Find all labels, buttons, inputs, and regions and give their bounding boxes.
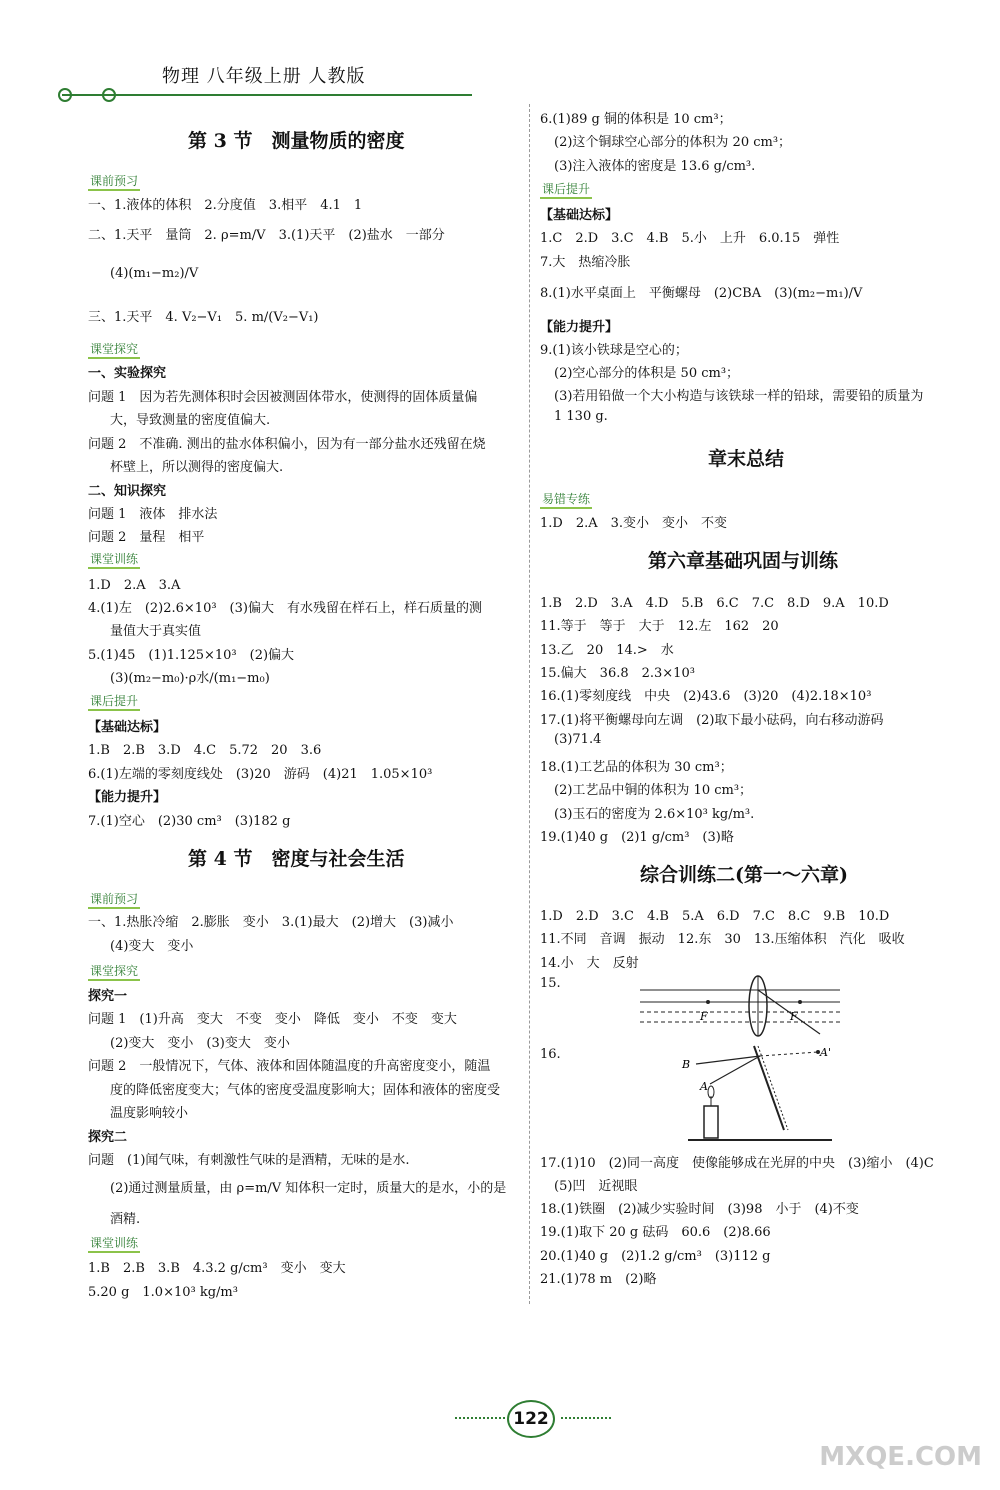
answer-line: (2)工艺品中铜的体积为 10 cm³； <box>554 783 753 798</box>
answer-line: 探究二 <box>88 1130 128 1145</box>
answer-line: 20.(1)40 g (2)1.2 g/cm³ (3)112 g <box>540 1249 771 1264</box>
answer-line: (2)这个铜球空心部分的体积为 20 cm³； <box>554 135 792 150</box>
subsection-label: 课前预习 <box>88 890 140 909</box>
footer-dotted-rule <box>455 1417 505 1419</box>
section-heading: 第 4 节 密度与社会生活 <box>188 848 405 870</box>
answer-line: 一、1.热胀冷缩 2.膨胀 变小 3.(1)最大 (2)增大 (3)减小 <box>88 915 454 930</box>
answer-line: 7.(1)空心 (2)30 cm³ (3)182 g <box>88 814 291 829</box>
answer-line: 6.(1)89 g 铜的体积是 10 cm³； <box>540 112 732 127</box>
header-title: 物理 八年级上册 人教版 <box>162 66 366 87</box>
answer-line: 【基础达标】 <box>88 720 167 735</box>
answer-line: (3)71.4 <box>554 732 602 747</box>
subsection-label: 课后提升 <box>540 180 592 199</box>
answer-line: 16. <box>540 1047 561 1062</box>
answer-line: (4)(m₁−m₂)/V <box>110 266 199 281</box>
answer-line: 9.(1)该小铁球是空心的； <box>540 343 688 358</box>
answer-line: 【能力提升】 <box>540 320 619 335</box>
answer-line: (3)注入液体的密度是 13.6 g/cm³. <box>554 159 756 174</box>
subsection-label: 易错专练 <box>540 490 592 509</box>
answer-line: (2)空心部分的体积是 50 cm³； <box>554 366 740 381</box>
answer-line: 一、1.液体的体积 2.分度值 3.相平 4.1 1 <box>88 198 363 213</box>
answer-line: 二、1.天平 量筒 2. ρ=m/V 3.(1)天平 (2)盐水 一部分 <box>88 228 445 243</box>
section-heading: 第六章基础巩固与训练 <box>648 550 839 572</box>
page-header <box>40 60 470 108</box>
answer-line: 1.B 2.D 3.A 4.D 5.B 6.C 7.C 8.D 9.A 10.D <box>540 596 889 611</box>
answer-line: 16.(1)零刻度线 中央 (2)43.6 (3)20 (4)2.18×10³ <box>540 689 872 704</box>
answer-line: (3)(m₂−m₀)·ρ水/(m₁−m₀) <box>110 671 270 686</box>
answer-line: (2)通过测量质量，由 ρ=m/V 知体积一定时，质量大的是水，小的是 <box>110 1181 507 1196</box>
answer-line: 18.(1)铁圈 (2)减少实验时间 (3)98 小于 (4)不变 <box>540 1202 859 1217</box>
answer-line: 19.(1)40 g (2)1 g/cm³ (3)略 <box>540 830 734 845</box>
answer-line: 二、知识探究 <box>88 484 167 499</box>
answer-line: 13.乙 20 14.> 水 <box>540 643 674 658</box>
subsection-label: 课堂训练 <box>88 550 140 569</box>
answer-line: 【能力提升】 <box>88 790 167 805</box>
answer-line: 15.偏大 36.8 2.3×10³ <box>540 666 695 681</box>
focus-label-right: F <box>790 1010 798 1023</box>
page-number: 122 <box>507 1400 555 1438</box>
answer-line: 18.(1)工艺品的体积为 30 cm³； <box>540 760 733 775</box>
section-heading: 第 3 节 测量物质的密度 <box>188 130 405 152</box>
answer-line: 酒精. <box>110 1212 141 1227</box>
figure-16-mirror-diagram <box>680 1038 840 1148</box>
answer-line: 8.(1)水平桌面上 平衡螺母 (2)CBA (3)(m₂−m₁)/V <box>540 286 863 301</box>
watermark: MXQE.COM <box>819 1442 982 1472</box>
header-rule <box>62 94 472 96</box>
page-footer <box>455 1400 615 1436</box>
answer-line: 度的降低密度变大；气体的密度受温度影响大；固体和液体的密度受 <box>110 1083 501 1098</box>
answer-line: 1.B 2.B 3.D 4.C 5.72 20 3.6 <box>88 743 322 758</box>
answer-line: 三、1.天平 4. V₂−V₁ 5. m/(V₂−V₁) <box>88 310 319 325</box>
answer-line: 1.B 2.B 3.B 4.3.2 g/cm³ 变小 变大 <box>88 1261 346 1276</box>
subsection-label: 课前预习 <box>88 172 140 191</box>
answer-line: 19.(1)取下 20 g 砝码 60.6 (2)8.66 <box>540 1225 771 1240</box>
answer-line: 问题 2 一般情况下，气体、液体和固体随温度的升高密度变小，随温 <box>88 1059 491 1074</box>
answer-line: 问题 1 液体 排水法 <box>88 507 218 522</box>
point-label-a: A <box>700 1080 708 1093</box>
answer-line: 1.D 2.A 3.变小 变小 不变 <box>540 516 728 531</box>
answer-line: (5)凹 近视眼 <box>554 1179 638 1194</box>
answer-line: 问题 2 不准确. 测出的盐水体积偏小，因为有一部分盐水还残留在烧 <box>88 437 486 452</box>
answer-line: 11.等于 等于 大于 12.左 162 20 <box>540 619 779 634</box>
answer-line: 1.C 2.D 3.C 4.B 5.小 上升 6.0.15 弹性 <box>540 231 840 246</box>
answer-line: 6.(1)左端的零刻度线处 (3)20 游码 (4)21 1.05×10³ <box>88 767 433 782</box>
answer-line: 量值大于真实值 <box>110 624 202 639</box>
answer-line: 7.大 热缩冷胀 <box>540 255 631 270</box>
answer-line: 5.20 g 1.0×10³ kg/m³ <box>88 1285 238 1300</box>
answer-line: (3)若用铅做一个大小构造与该铁球一样的铅球，需要铅的质量为 <box>554 389 924 404</box>
subsection-label: 课堂训练 <box>88 1234 140 1253</box>
answer-line: 探究一 <box>88 989 128 1004</box>
answer-line: 1.D 2.D 3.C 4.B 5.A 6.D 7.C 8.C 9.B 10.D <box>540 909 890 924</box>
answer-line: 1.D 2.A 3.A <box>88 578 181 593</box>
answer-line: 大，导致测量的密度值偏大. <box>110 413 271 428</box>
answer-line: 17.(1)将平衡螺母向左调 (2)取下最小砝码，向右移动游码 <box>540 713 884 728</box>
subsection-label: 课后提升 <box>88 692 140 711</box>
footer-dotted-rule <box>561 1417 611 1419</box>
answer-line: (2)变大 变小 (3)变大 变小 <box>110 1036 290 1051</box>
answer-line: 5.(1)45 (1)1.125×10³ (2)偏大 <box>88 648 295 663</box>
answer-line: 杯壁上，所以测得的密度偏大. <box>110 460 284 475</box>
answer-line: 1 130 g. <box>554 409 608 424</box>
answer-line: 4.(1)左 (2)2.6×10³ (3)偏大 有水残留在样石上，样石质量的测 <box>88 601 482 616</box>
answer-line: (4)变大 变小 <box>110 939 194 954</box>
answer-line: 21.(1)78 m (2)略 <box>540 1272 657 1287</box>
answer-line: 【基础达标】 <box>540 208 619 223</box>
answer-line: 问题 (1)闻气味，有刺激性气味的是酒精，无味的是水. <box>88 1153 410 1168</box>
answer-line: 温度影响较小 <box>110 1106 189 1121</box>
answer-line: (3)玉石的密度为 2.6×10³ kg/m³. <box>554 807 755 822</box>
answer-line: 17.(1)10 (2)同一高度 使像能够成在光屏的中央 (3)缩小 (4)C <box>540 1156 934 1171</box>
image-point-label: A' <box>820 1046 831 1059</box>
answer-line: 问题 1 因为若先测体积时会因被测固体带水，使测得的固体质量偏 <box>88 390 478 405</box>
answer-line: 14.小 大 反射 <box>540 956 639 971</box>
point-label-b: B <box>682 1058 691 1071</box>
answer-line: 15. <box>540 976 561 991</box>
subsection-label: 课堂探究 <box>88 340 140 359</box>
column-divider <box>529 104 530 1304</box>
figure-15-lens-diagram <box>640 972 840 1042</box>
section-heading: 章末总结 <box>708 448 785 470</box>
subsection-label: 课堂探究 <box>88 962 140 981</box>
answer-line: 11.不同 音调 振动 12.东 30 13.压缩体积 汽化 吸收 <box>540 932 905 947</box>
answer-line: 一、实验探究 <box>88 366 167 381</box>
answer-line: 问题 2 量程 相平 <box>88 530 205 545</box>
section-heading: 综合训练二(第一～六章) <box>640 864 848 886</box>
answer-line: 问题 1 (1)升高 变大 不变 变小 降低 变小 不变 变大 <box>88 1012 457 1027</box>
focus-label-left: F <box>700 1010 708 1023</box>
